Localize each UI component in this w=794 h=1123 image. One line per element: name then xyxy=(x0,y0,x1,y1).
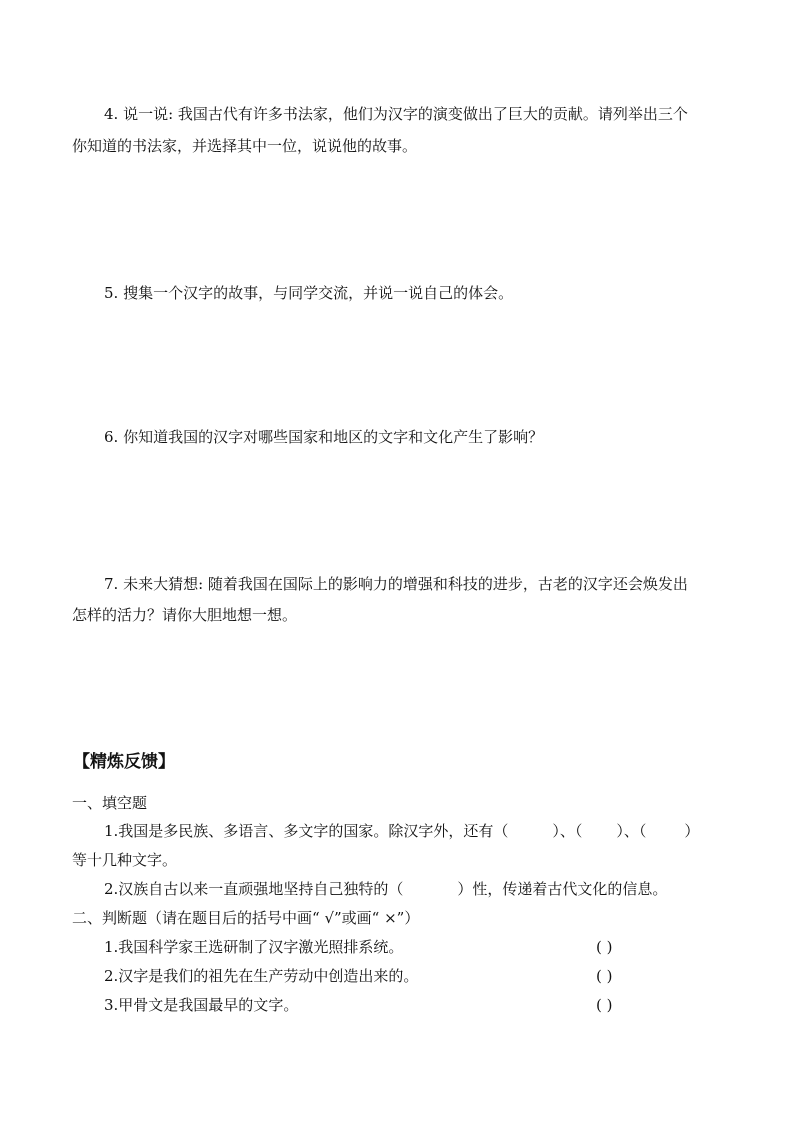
judge-section-title: 二、判断题（请在题目后的括号中画“ √”或画“ ×”） xyxy=(72,909,420,927)
fill-question-1-line-1 xyxy=(104,821,699,841)
question-7-line-2: 怎样的活力？请你大胆地想一想。 xyxy=(72,606,298,624)
judge-item-1: 1.我国科学家王选研制了汉字激光照排系统。 xyxy=(104,938,404,956)
section-heading: 【精炼反馈】 xyxy=(73,752,175,772)
fill-section-title: 一、填空题 xyxy=(72,794,148,812)
judge-item-2: 2.汉字是我们的祖先在生产劳动中创造出来的。 xyxy=(104,967,419,985)
question-5: 5. 搜集一个汉字的故事，与同学交流，并说一说自己的体会。 xyxy=(104,284,514,302)
fill-question-2-text: 2.汉族自古以来一直顽强地坚持自己独特的（ xyxy=(104,880,404,898)
fill-question-1-end: ） xyxy=(684,822,700,840)
question-6: 6. 你知道我国的汉字对哪些国家和地区的文字和文化产生了影响？ xyxy=(104,428,544,446)
judge-answer-paren-1[interactable]: ( ) xyxy=(596,938,613,956)
fill-question-2 xyxy=(104,879,667,899)
judge-item-3: 3.甲骨文是我国最早的文字。 xyxy=(104,996,299,1014)
fill-question-1-text: 1.我国是多民族、多语言、多文字的国家。除汉字外，还有（ xyxy=(104,822,509,840)
fill-question-1-sep-1: ）、（ xyxy=(552,822,583,840)
question-7-line-1: 7. 未来大猜想: 随着我国在国际上的影响力的增强和科技的进步，古老的汉字还会焕发出 xyxy=(104,575,688,593)
judge-answer-paren-2[interactable]: ( ) xyxy=(596,967,613,985)
fill-question-1-line-2: 等十几种文字。 xyxy=(72,851,178,869)
question-4-line-1: 4. 说一说: 我国古代有许多书法家，他们为汉字的演变做出了巨大的贡献。请列举出三个 xyxy=(104,105,688,123)
question-4-line-2: 你知道的书法家，并选择其中一位，说说他的故事。 xyxy=(72,137,418,155)
judge-answer-paren-3[interactable]: ( ) xyxy=(596,996,613,1014)
fill-question-1-sep-2: ）、（ xyxy=(616,822,647,840)
fill-question-2-end: ）性，传递着古代文化的信息。 xyxy=(457,880,668,898)
